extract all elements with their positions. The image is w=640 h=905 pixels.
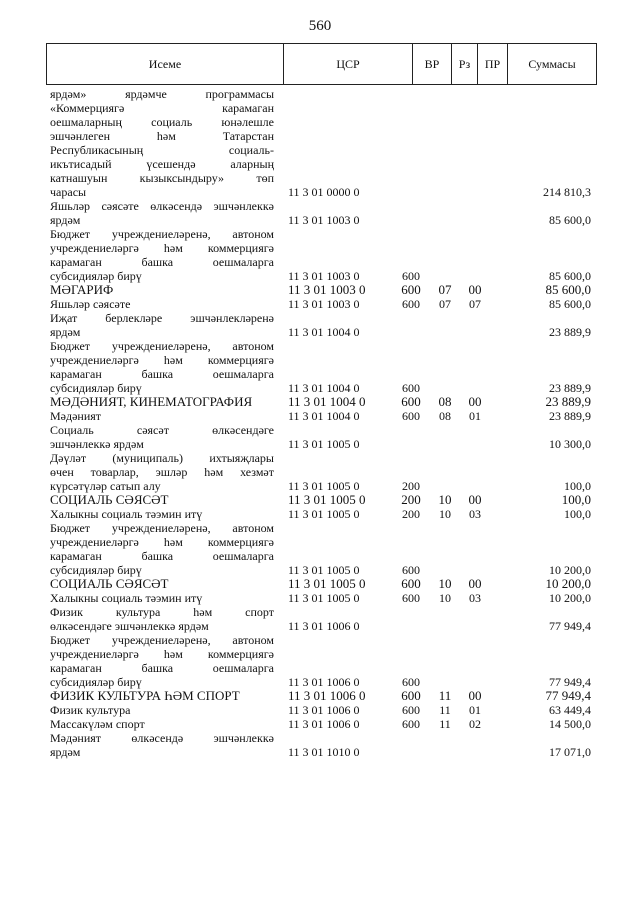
row-sum: 85 600,0	[549, 297, 591, 311]
row-sum: 214 810,3	[543, 185, 591, 199]
row-name	[46, 493, 274, 507]
row-vr: 200	[402, 507, 420, 521]
row-name-line: СОЦИАЛЬ СӘЯСӘТ	[50, 492, 169, 507]
row-sum: 17 071,0	[549, 745, 591, 759]
row-name	[46, 339, 274, 395]
row-pr: 00	[468, 688, 482, 703]
row-csr: 11 3 01 0000 0	[288, 185, 360, 199]
row-name-line: икътисадый үсешендә аларның	[50, 157, 274, 171]
row-name-line: өчен товарлар, эшләр һәм хезмәт	[50, 465, 274, 479]
row-name	[46, 689, 274, 703]
table-row	[46, 507, 597, 521]
row-name-line: МӘДӘНИЯТ, КИНЕМАТОГРАФИЯ	[50, 394, 253, 409]
row-name-line: Массакүләм спорт	[50, 717, 145, 731]
row-name	[46, 283, 274, 297]
row-vr: 600	[402, 381, 420, 395]
row-pr: 00	[468, 394, 482, 409]
table-row	[46, 731, 597, 759]
row-sum: 10 200,0	[549, 591, 591, 605]
row-sum: 14 500,0	[549, 717, 591, 731]
row-vr: 600	[402, 297, 420, 311]
table-row	[46, 395, 597, 409]
table-row	[46, 451, 597, 493]
row-rz: 11	[438, 688, 452, 703]
table-row	[46, 521, 597, 577]
row-name	[46, 577, 274, 591]
row-name-line: карамаган башка оешмаларга	[50, 255, 274, 269]
row-name	[46, 451, 274, 493]
row-vr: 600	[402, 563, 420, 577]
row-name	[46, 703, 274, 717]
row-pr: 07	[469, 297, 481, 311]
row-sum: 10 300,0	[549, 437, 591, 451]
row-name-line: чарасы	[50, 185, 87, 199]
row-name-line: учреждениеләргә һәм коммерциягә	[50, 241, 274, 255]
row-name	[46, 591, 274, 605]
table-row	[46, 227, 597, 283]
row-sum: 100,0	[561, 492, 591, 507]
row-name-line: ярдәм	[50, 213, 81, 227]
table-row	[46, 297, 597, 311]
row-vr: 600	[401, 282, 421, 297]
row-pr: 00	[468, 492, 482, 507]
row-name-line: эшчәнлеген һәм Татарстан	[50, 129, 274, 143]
row-name-line: субсидияләр бирү	[50, 381, 142, 395]
header-sum: Суммасы	[528, 56, 576, 71]
row-rz: 08	[439, 409, 451, 423]
table-body	[46, 87, 597, 759]
row-vr: 200	[402, 479, 420, 493]
row-pr: 03	[469, 507, 481, 521]
row-name-line: «Коммерциягә карамаган	[50, 101, 274, 115]
row-csr: 11 3 01 1006 0	[288, 688, 366, 703]
row-name-line: субсидияләр бирү	[50, 563, 142, 577]
table-row	[46, 493, 597, 507]
row-csr: 11 3 01 1005 0	[288, 437, 360, 451]
row-name-line: Бюджет учреждениеләренә, автоном	[50, 633, 274, 647]
row-csr: 11 3 01 1006 0	[288, 717, 360, 731]
table-row	[46, 689, 597, 703]
table-row	[46, 577, 597, 591]
table-row	[46, 591, 597, 605]
row-vr: 600	[402, 717, 420, 731]
table-header	[46, 43, 597, 85]
row-pr: 00	[468, 576, 482, 591]
row-vr: 600	[402, 591, 420, 605]
row-rz: 10	[439, 591, 451, 605]
row-csr: 11 3 01 1003 0	[288, 213, 360, 227]
row-csr: 11 3 01 1005 0	[288, 492, 366, 507]
row-name-line: Бюджет учреждениеләренә, автоном	[50, 227, 274, 241]
row-name-line: Физик культура	[50, 703, 131, 717]
row-vr: 600	[402, 269, 420, 283]
row-name-line: Бюджет учреждениеләренә, автоном	[50, 521, 274, 535]
table-row	[46, 717, 597, 731]
table-row	[46, 311, 597, 339]
row-name-line: Дәүләт (муниципаль) ихтыяҗлары	[50, 451, 274, 465]
row-name	[46, 717, 274, 731]
row-csr: 11 3 01 1010 0	[288, 745, 360, 759]
row-name-line: учреждениеләргә һәм коммерциягә	[50, 353, 274, 367]
row-vr: 200	[401, 492, 421, 507]
table-row	[46, 409, 597, 423]
row-name-line: Халыкны социаль тәэмин итү	[50, 507, 203, 521]
row-name-line: карамаган башка оешмаларга	[50, 661, 274, 675]
table-row	[46, 423, 597, 451]
row-vr: 600	[402, 675, 420, 689]
row-csr: 11 3 01 1005 0	[288, 591, 360, 605]
row-sum: 23 889,9	[549, 381, 591, 395]
row-rz: 07	[438, 282, 452, 297]
row-name	[46, 605, 274, 633]
row-name-line: күрсәтүләр сатып алу	[50, 479, 161, 493]
row-rz: 07	[439, 297, 451, 311]
row-name	[46, 521, 274, 577]
row-csr: 11 3 01 1004 0	[288, 381, 360, 395]
row-sum: 10 200,0	[549, 563, 591, 577]
row-csr: 11 3 01 1004 0	[288, 409, 360, 423]
row-name-line: Иҗат берлекләре эшчәнлекләренә	[50, 311, 274, 325]
header-rz: Рз	[452, 44, 478, 84]
row-name	[46, 311, 274, 339]
table-row	[46, 339, 597, 395]
row-name-line: ФИЗИК КУЛЬТУРА ҺӘМ СПОРТ	[50, 688, 240, 703]
row-rz: 11	[439, 703, 451, 717]
row-csr: 11 3 01 1004 0	[288, 325, 360, 339]
row-name	[46, 731, 274, 759]
row-pr: 01	[469, 409, 481, 423]
row-rz: 10	[438, 492, 452, 507]
row-name	[46, 423, 274, 451]
row-sum: 77 949,4	[549, 619, 591, 633]
row-csr: 11 3 01 1004 0	[288, 394, 366, 409]
page-number: 560	[308, 18, 332, 34]
row-name-line: ярдәм» ярдәмче программасы	[50, 87, 274, 101]
row-name-line: оешмаларның социаль юнәлешле	[50, 115, 274, 129]
row-name-line: Халыкны социаль тәэмин итү	[50, 591, 203, 605]
table-row	[46, 605, 597, 633]
row-pr: 02	[469, 717, 481, 731]
row-sum: 85 600,0	[549, 269, 591, 283]
row-vr: 600	[401, 688, 421, 703]
row-csr: 11 3 01 1006 0	[288, 675, 360, 689]
row-name	[46, 507, 274, 521]
row-rz: 10	[438, 576, 452, 591]
row-csr: 11 3 01 1006 0	[288, 703, 360, 717]
row-name-line: Яшьләр сәясәте өлкәсендә эшчәнлеккә	[50, 199, 274, 213]
row-csr: 11 3 01 1003 0	[288, 297, 360, 311]
row-vr: 600	[401, 394, 421, 409]
row-sum: 23 889,9	[545, 394, 591, 409]
row-name-line: субсидияләр бирү	[50, 269, 142, 283]
row-csr: 11 3 01 1005 0	[288, 576, 366, 591]
row-name-line: ярдәм	[50, 745, 81, 759]
row-name-line: Социаль сәясәт өлкәсендәге	[50, 423, 274, 437]
row-name	[46, 297, 274, 311]
row-sum: 100,0	[564, 507, 591, 521]
table-row	[46, 283, 597, 297]
row-csr: 11 3 01 1005 0	[288, 507, 360, 521]
row-csr: 11 3 01 1003 0	[288, 269, 360, 283]
row-name-line: учреждениеләргә һәм коммерциягә	[50, 647, 274, 661]
row-pr: 03	[469, 591, 481, 605]
row-name-line: Республикасының социаль-	[50, 143, 274, 157]
row-sum: 23 889,9	[549, 409, 591, 423]
row-pr: 01	[469, 703, 481, 717]
row-name-line: Бюджет учреждениеләренә, автоном	[50, 339, 274, 353]
row-name-line: СОЦИАЛЬ СӘЯСӘТ	[50, 576, 169, 591]
row-name	[46, 409, 274, 423]
table-row	[46, 703, 597, 717]
row-name-line: эшчәнлеккә ярдәм	[50, 437, 144, 451]
row-name-line: катнашуын кызыксындыру» төп	[50, 171, 274, 185]
row-sum: 23 889,9	[549, 325, 591, 339]
row-sum: 77 949,4	[545, 688, 591, 703]
row-sum: 85 600,0	[549, 213, 591, 227]
row-sum: 100,0	[564, 479, 591, 493]
row-name	[46, 199, 274, 227]
row-csr: 11 3 01 1006 0	[288, 619, 360, 633]
header-name: Исеме	[47, 44, 284, 84]
row-vr: 600	[402, 409, 420, 423]
table-row	[46, 199, 597, 227]
row-csr: 11 3 01 1003 0	[288, 282, 366, 297]
header-pr: ПР	[478, 44, 508, 84]
row-name-line: Мәдәният өлкәсендә эшчәнлеккә	[50, 731, 274, 745]
row-vr: 600	[401, 576, 421, 591]
row-sum: 63 449,4	[549, 703, 591, 717]
row-rz: 10	[439, 507, 451, 521]
row-name-line: учреждениеләргә һәм коммерциягә	[50, 535, 274, 549]
row-rz: 11	[439, 717, 451, 731]
row-name-line: өлкәсендәге эшчәнлеккә ярдәм	[50, 619, 209, 633]
row-name-line: МӘГАРИФ	[50, 282, 114, 297]
row-name	[46, 633, 274, 689]
row-name-line: субсидияләр бирү	[50, 675, 142, 689]
row-csr: 11 3 01 1005 0	[288, 479, 360, 493]
row-name-line: карамаган башка оешмаларга	[50, 549, 274, 563]
row-rz: 08	[438, 394, 452, 409]
row-csr: 11 3 01 1005 0	[288, 563, 360, 577]
header-vr: ВР	[413, 44, 452, 84]
table-row	[46, 633, 597, 689]
row-name	[46, 227, 274, 283]
table-row	[46, 87, 597, 199]
row-sum: 77 949,4	[549, 675, 591, 689]
row-name	[46, 395, 274, 409]
row-vr: 600	[402, 703, 420, 717]
row-name-line: Физик культура һәм спорт	[50, 605, 274, 619]
row-sum: 85 600,0	[545, 282, 591, 297]
row-sum: 10 200,0	[545, 576, 591, 591]
row-name-line: Яшьләр сәясәте	[50, 297, 131, 311]
row-pr: 00	[468, 282, 482, 297]
row-name-line: карамаган башка оешмаларга	[50, 367, 274, 381]
header-csr: ЦСР	[284, 44, 413, 84]
row-name-line: ярдәм	[50, 325, 81, 339]
row-name	[46, 87, 274, 199]
row-name-line: Мәдәният	[50, 409, 102, 423]
